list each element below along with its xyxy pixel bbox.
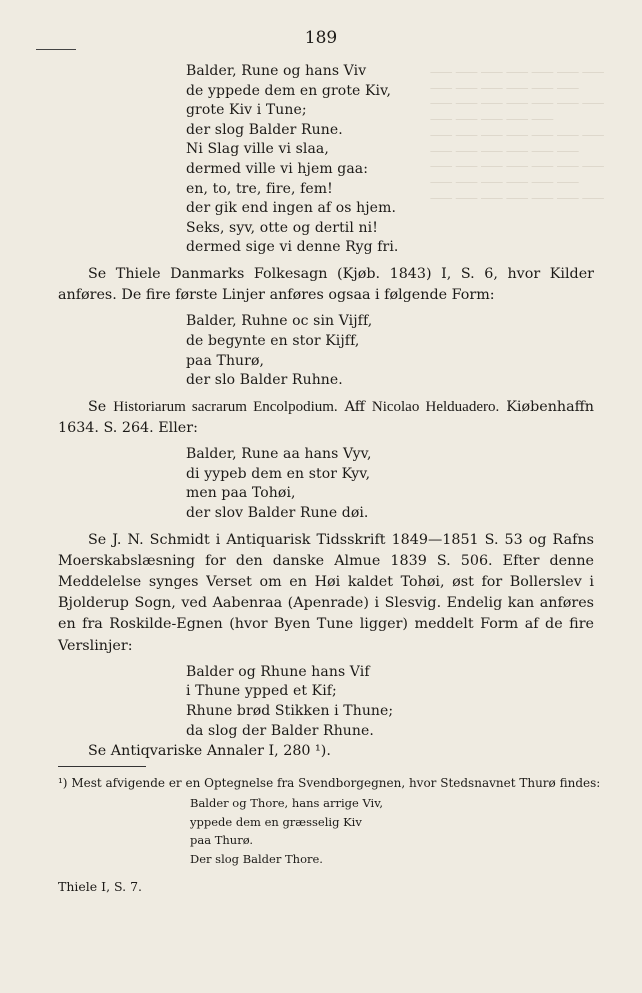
paragraph-text: Se J. N. Schmidt i Antiquarisk Tidsskrift 1849—1851 S. 53 og Rafns Moerskabslæsning for den danske Almue 1839 S. 506. Efter denne Meddelelse synges Verset om en Høi kaldet Tohøi, øst for Bollerslev i Bjolderup Sogn, ved Aabenraa (Apenrade) i Slesvig. Endelig kan anføres en fra Roskilde-Egnen (hvor Byen Tune ligger) meddelt Form af de fire Verslinjer: [58, 531, 594, 654]
verse-line: Balder, Rune og hans Viv [186, 63, 367, 79]
verse-line: paa Thurø, [186, 352, 265, 369]
footnote-verse [190, 794, 594, 868]
latin-title: Historiarum sacrarum Encolpodium. [113, 398, 338, 415]
verse-line: Seks, syv, otte og dertil ni! [186, 219, 378, 236]
verse-line: dermed ville vi hjem gaa: [186, 160, 369, 177]
verse-line: Balder og Thore, hans arrige Viv, [190, 796, 384, 810]
page-number: 189 [304, 28, 338, 48]
verse-line: der slo Balder Ruhne. [186, 372, 343, 389]
verse-line: Balder, Rune aa hans Vyv, [186, 446, 372, 463]
verse-line: Balder, Ruhne oc sin Vijff, [186, 313, 373, 330]
paragraph-annaler [58, 741, 594, 762]
verse-line: de begynte en stor Kijff, [186, 332, 360, 349]
verse-line: di yypeb dem en stor Kyv, [186, 465, 371, 482]
footnote [58, 772, 601, 898]
footnote-marker: ¹) [58, 776, 68, 790]
paragraph-encolpodium: Se Historiarum sacrarum Encolpodium. Aff Nicolao Helduadero. Kiøbenhaffn 1634. S. 264. Eller: [58, 398, 595, 436]
paragraph-thiele [58, 264, 594, 306]
verse-line: Der slog Balder Thore. [190, 851, 323, 866]
verse-2 [186, 140, 642, 258]
verse-line: Rhune brød Stikken i Thune; [186, 702, 394, 719]
verse-line: Balder og Rhune hans Vif [186, 663, 370, 680]
verse-line: der slog Balder Rune. [186, 121, 343, 138]
verse-line: yppede dem en græsselig Kiv [190, 814, 362, 829]
verse-line: i Thune ypped et Kif; [186, 683, 337, 700]
verse-line: der slov Balder Rune døi. [186, 504, 369, 521]
verse-line: paa Thurø. [190, 833, 254, 847]
latin-author: Nicolao Helduadero. [371, 398, 500, 415]
verse-line: da slog der Balder Rhune. [186, 722, 374, 739]
paragraph-text: Se Thiele Danmarks Folkesagn (Kjøb. 1843) I, S. 6, hvor Kilder anføres. De fire første Linjer anføres ogsaa i følgende Form: [58, 265, 594, 304]
margin-mark [36, 49, 76, 50]
page-body [0, 62, 642, 762]
verse-line: en, to, tre, fire, fem! [186, 180, 333, 197]
verse-line: der gik end ingen af os hjem. [186, 200, 396, 217]
footnote-reference: Thiele I, S. 7. [58, 879, 143, 894]
verse-4 [186, 445, 642, 523]
footnote-lead: ¹) Mest afvigende er en Optegnelse fra Svendborgegnen, hvor Stedsnavnet Thurø findes: [58, 776, 601, 790]
verse-line: men paa Tohøi, [186, 485, 296, 502]
verse-line: dermed sige vi denne Ryg fri. [186, 239, 399, 256]
verse-line: grote Kiv i Tune; [186, 102, 307, 119]
verse-5 [186, 663, 642, 741]
verse-1 [186, 62, 642, 140]
verse-line: Ni Slag ville vi slaa, [186, 141, 329, 158]
paragraph-schmidt [58, 530, 594, 657]
verse-3 [186, 312, 642, 390]
verse-line: de yppede dem en grote Kiv, [186, 82, 392, 99]
paragraph-text: Se Antiqvariske Annaler I, 280 ¹). [88, 743, 331, 760]
footnote-divider [58, 766, 146, 767]
bleed-through-texture: ⸻ ⸻ ⸻ ⸻ ⸻ ⸻ ⸻ ⸻ ⸻ ⸻ ⸻ ⸻ ⸻ ⸻ ⸻ ⸻ ⸻ ⸻ ⸻ ⸻ ⸻ ⸻ ⸻ ⸻ ⸻ ⸻ ⸻ ⸻ ⸻ ⸻ ⸻ ⸻ ⸻ ⸻ ⸻ ⸻ ⸻ ⸻ ⸻ ⸻ ⸻ ⸻ ⸻ ⸻ ⸻ ⸻ ⸻ ⸻ ⸻ ⸻ ⸻ ⸻ ⸻ ⸻ ⸻ ⸻ ⸻ ⸻ [430, 68, 605, 204]
